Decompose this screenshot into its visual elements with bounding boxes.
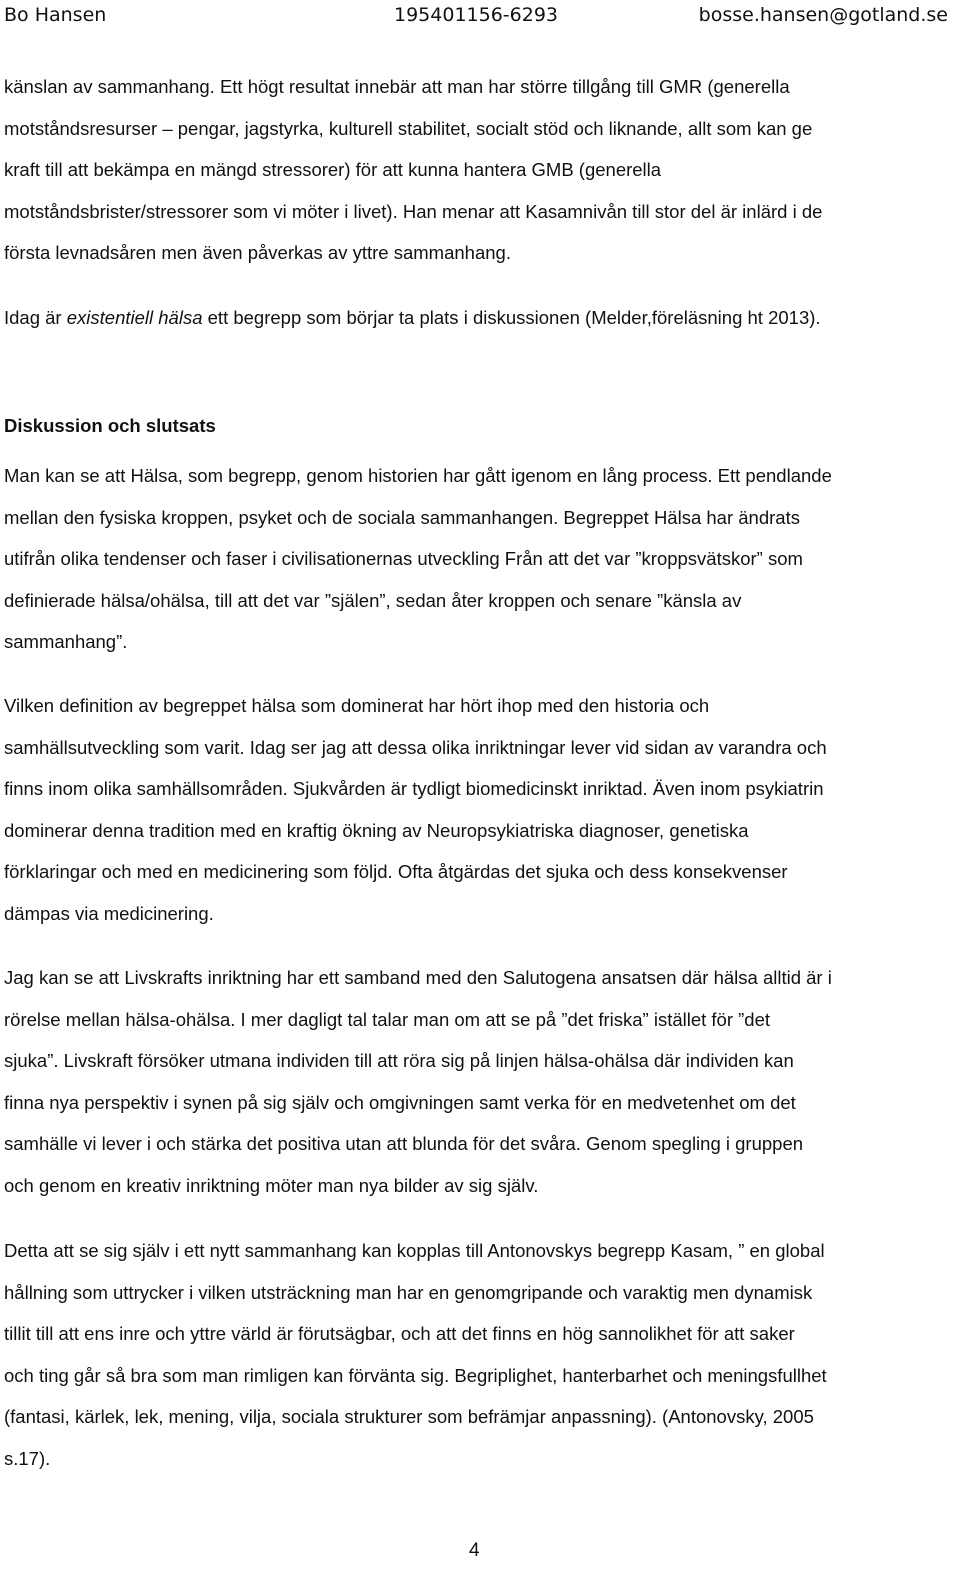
text-line: finna nya perspektiv i synen på sig själv och omgivningen samt verka för en medvetenhet om det	[4, 1091, 796, 1113]
author-id: 195401156-6293	[394, 4, 559, 26]
page-number: 4	[469, 1540, 480, 1561]
paragraph-existential-health	[4, 297, 944, 339]
text-line: Vilken definition av begreppet hälsa som dominerat har hört ihop med den historia och	[4, 695, 710, 716]
text-line: förklaringar och med en medicinering som följd. Ofta åtgärdas det sjuka och dess konsekvenser	[4, 861, 788, 882]
text-line: (fantasi, kärlek, lek, mening, vilja, sociala strukturer som befrämjar anpassning). (Antonovsky, 2005	[4, 1406, 814, 1427]
emphasis-text: existentiell hälsa	[66, 307, 203, 328]
text-segment: Idag är	[4, 307, 67, 328]
text-line: dämpas via medicinering.	[4, 902, 214, 924]
text-line: motståndsbrister/stressorer som vi möter i livet). Han menar att Kasamnivån till stor del är inlärd i de	[4, 200, 823, 222]
text-line: s.17).	[4, 1447, 51, 1469]
text-line: hållning som uttrycker i vilken utsträckning man har en genomgripande och varaktig men dynamisk	[4, 1281, 813, 1303]
text-line: sammanhang”.	[4, 631, 128, 652]
text-line: Detta att se sig själv i ett nytt sammanhang kan kopplas till Antonovskys begrepp Kasam, ” en global	[4, 1240, 825, 1261]
author-name: Bo Hansen	[4, 4, 107, 26]
text-line: utifrån olika tendenser och faser i civilisationernas utveckling Från att det var ”kroppsvätskor” som	[4, 548, 803, 569]
text-line: känslan av sammanhang. Ett högt resultat innebär att man har större tillgång till GMR (generella	[4, 76, 790, 97]
text-line: och ting går så bra som man rimligen kan förvänta sig. Begriplighet, hanterbarhet och meningsfullhet	[4, 1364, 827, 1386]
text-line: Man kan se att Hälsa, som begrepp, genom historien har gått igenom en lång process. Ett pendlande	[4, 465, 832, 486]
text-line: sjuka”. Livskraft försöker utmana individen till att röra sig på linjen hälsa-ohälsa där individen kan	[4, 1050, 794, 1071]
text-line: och genom en kreativ inriktning möter man nya bilder av sig själv.	[4, 1174, 539, 1196]
text-line: samhälle vi lever i och stärka det positiva utan att blunda för det svåra. Genom spegling i gruppen	[4, 1133, 804, 1154]
paragraph-discussion-2	[4, 685, 944, 934]
text-line: motståndsresurser – pengar, jagstyrka, kulturell stabilitet, socialt stöd och liknande, allt som kan ge	[4, 117, 813, 139]
text-line: samhällsutveckling som varit. Idag ser jag att dessa olika inriktningar lever vid sidan av varandra och	[4, 736, 827, 758]
text-segment: ett begrepp som börjar ta plats i diskussionen (Melder,föreläsning ht 2013).	[202, 307, 821, 328]
text-line: definierade hälsa/ohälsa, till att det var ”själen”, sedan åter kroppen och senare ”känsla av	[4, 589, 742, 611]
text-line: Jag kan se att Livskrafts inriktning har ett samband med den Salutogena ansatsen där hälsa alltid är i	[4, 967, 832, 988]
text-line: första levnadsåren men även påverkas av yttre sammanhang.	[4, 242, 511, 263]
text-line: dominerar denna tradition med en kraftig ökning av Neuropsykiatriska diagnoser, genetiska	[4, 819, 749, 841]
page-header	[0, 2, 960, 32]
paragraph-discussion-1	[4, 455, 944, 663]
paragraph-kasam-intro	[4, 66, 944, 274]
text-line: rörelse mellan hälsa-ohälsa. I mer dagligt tal talar man om att se på ”det friska” istället för ”det	[4, 1008, 771, 1030]
text-line: tillit till att ens inre och yttre värld är förutsägbar, och att det finns en hög sannolikhet för att saker	[4, 1323, 795, 1344]
text-line	[4, 297, 944, 339]
section-heading: Diskussion och slutsats	[4, 415, 216, 436]
author-email: bosse.hansen@gotland.se	[698, 4, 948, 26]
text-line: mellan den fysiska kroppen, psyket och de sociala sammanhangen. Begreppet Hälsa har ändrats	[4, 506, 800, 528]
text-line: finns inom olika samhällsområden. Sjukvården är tydligt biomedicinskt inriktad. Även inom psykiatrin	[4, 778, 824, 799]
paragraph-discussion-4	[4, 1230, 944, 1479]
text-line: kraft till att bekämpa en mängd stressorer) för att kunna hantera GMB (generella	[4, 159, 662, 180]
paragraph-discussion-3	[4, 957, 944, 1206]
